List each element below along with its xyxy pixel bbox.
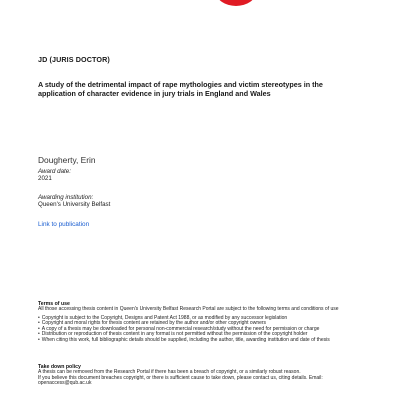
takedown-heading: Take down policy bbox=[38, 364, 81, 370]
terms-list bbox=[38, 316, 383, 343]
takedown-line: If you believe this document breaches copyright, or there is sufficient cause to take down, please contact us, citing details. Email: bbox=[38, 374, 323, 381]
terms-heading: Terms of use bbox=[38, 301, 70, 307]
terms-list-item: • Copyright and moral rights for thesis content are retained by the author and/or other copyright owners bbox=[38, 321, 383, 326]
terms-list-item: • When citing this work, full bibliographic details should be supplied, including the author, title, awarding institution and date of thesis bbox=[38, 338, 383, 343]
thesis-title-line: application of character evidence in jury trials in England and Wales bbox=[38, 89, 271, 98]
thesis-title bbox=[38, 80, 378, 98]
terms-list-item: • A copy of a thesis may be downloaded for personal non-commercial research/study without the need for permission or charge bbox=[38, 327, 383, 332]
university-logo bbox=[216, 0, 256, 6]
takedown-text bbox=[38, 370, 383, 387]
terms-list-item: • Copyright is subject to the Copyright, Designs and Patent Act 1988, or as modified by any successor legislation bbox=[38, 316, 383, 321]
takedown-line: A thesis can be removed from the Research Portal if there has been a breach of copyright, or a similarly robust reason. bbox=[38, 369, 301, 375]
thesis-title-line: A study of the detrimental impact of rape mythologies and victim stereotypes in the bbox=[38, 80, 323, 89]
awarding-institution-value: Queen's University Belfast bbox=[38, 201, 111, 208]
author-name: Dougherty, Erin bbox=[38, 155, 96, 165]
award-date-label: Award date: bbox=[38, 168, 71, 175]
terms-list-item: • Distribution or reproduction of thesis content in any format is not permitted without the permission of the copyright holder bbox=[38, 332, 383, 337]
awarding-institution-label: Awarding institution: bbox=[38, 194, 94, 201]
takedown-email[interactable]: openaccess@qub.ac.uk bbox=[38, 380, 92, 387]
award-date-value: 2021 bbox=[38, 175, 52, 182]
degree-type: JD (JURIS DOCTOR) bbox=[38, 55, 110, 64]
terms-intro: All those accessing thesis content in Queen's University Belfast Research Portal are subject to the following terms and conditions of use bbox=[38, 306, 339, 312]
publication-link[interactable]: Link to publication bbox=[38, 221, 90, 228]
